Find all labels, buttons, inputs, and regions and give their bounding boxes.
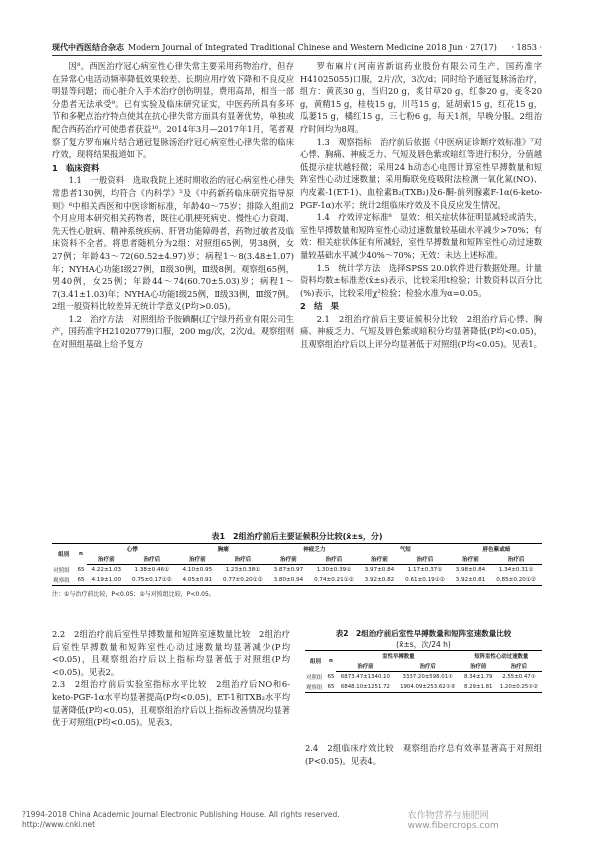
table-2-value-cell: 8.34±1.79 xyxy=(463,673,493,680)
left-col-paragraph: 1.2 治疗方法 对照组给予胺碘酮(辽宁绿丹药业有限公司生产，国药准字H21020779)口服，200 mg/次，2次/d。观察组则在对照组基础上给予复方 xyxy=(52,313,294,350)
table-1-symptom-header: 神疲乏力 xyxy=(269,544,360,555)
table-1-value-cell: 0.85±0.20①② xyxy=(490,575,542,586)
table-1-note: 注：①与治疗前比较，P<0.05；②与对照组比较，P<0.05。 xyxy=(52,590,215,598)
table-1-phase-header: 治疗前 xyxy=(87,554,126,565)
table-2-metric-header: 室性早搏数量 xyxy=(336,651,461,662)
table-1-group-header: 组别 xyxy=(52,544,75,565)
right-col-heading: 2 结 果 xyxy=(300,301,339,312)
table-row xyxy=(305,672,542,682)
page-footer xyxy=(22,810,577,831)
table-1-value-cell: 1.17±0.37① xyxy=(407,566,443,573)
table-1-phase-header: 治疗前 xyxy=(269,554,308,565)
table-1-phase-header: 治疗前 xyxy=(360,554,399,565)
table-2 xyxy=(305,628,542,693)
copyright-line: ?1994-2018 China Academic Journal Electronic Publishing House. All rights reserved. http://www.cnki.net xyxy=(22,810,348,829)
right-col-paragraph: 1.3 观察指标 治疗前后依据《中医病证诊断疗效标准》⁷对心悸、胸痛、神疲乏力、气短及唇色紫或暗红等进行积分，分值越低提示症状越轻微；采用24 h动态心电图计算室性早搏数量和短阵室性心动过速数量；采用酶联免疫吸附法检测一氧化氮(NO)、内皮素-1(ET-1)、血栓素B₂(TXB₂)及6-酮-前列腺素F-1α(6-keto-PGF-1α)水平；统计2组临床疗效及不良反应发生情况。 xyxy=(300,136,542,210)
table-1-phase-header: 治疗前 xyxy=(451,554,490,565)
table-1-group-cell: 观察组 xyxy=(52,575,75,586)
table-1-value-cell: 3.92±0.82 xyxy=(360,575,399,586)
table-1-n-cell: 65 xyxy=(77,566,85,573)
left-col-paragraph: 1.1 一般资料 选取我院上述时期收治的冠心病室性心律失常患者130例，均符合《内科学》⁵及《中药新药临床研究指导原则》⁶中相关西医和中医诊断标准，年龄40～75岁；排除入组前2个月应用本研究相关药物者，既往心肌梗死病史、慢性心力衰竭、先天性心脏病、精神系统疾病、肝肾功能障碍者，药物过敏者及临床资料不全者。将患者随机分为2组：对照组65例，男38例，女27例；年龄43～72(60.52±4.97)岁；病程1～8(3.48±1.07)年；NYHA心功能Ⅰ级27例，Ⅱ级30例，Ⅲ级8例。观察组65例，男40例，女25例；年龄44～74(60.70±5.03)岁；病程1～7(3.41±1.03)年；NYHA心功能Ⅰ级25例，Ⅱ级33例，Ⅲ级7例。2组一般资料比较差异无统计学意义(P均>0.05)。 xyxy=(52,175,294,312)
right-column xyxy=(300,60,542,530)
table-1 xyxy=(52,531,542,598)
table-1-phase-header: 治疗前 xyxy=(178,554,217,565)
journal-name-en: Modern Journal of Integrated Traditional Chinese and Western Medicine 2018 Jun · 27(17) xyxy=(128,42,497,52)
table-2-n-cell: 65 xyxy=(326,682,336,693)
table-1-value-cell: 0.75±0.17①② xyxy=(126,575,178,586)
right-col-paragraph: 罗布麻片(河南省新谊药业股份有限公司生产，国药准字H41025055)口服，2片/次，3次/d；同时给予通冠复脉汤治疗，组方：黄芪30 g，当归20 g，炙甘草20 g，红参20 g，麦冬20 g，黄精15 g，桂枝15 g，川芎15 g，延胡索15 g，红花15 g，瓜蒌15 g，橘红15 g，三七粉6 g，每天1剂，早晚分服。2组治疗时间均为8周。 xyxy=(300,61,542,134)
table-1-group-cell: 对照组 xyxy=(53,567,70,574)
table-2-metric-header: 短阵室性心动过速数量 xyxy=(461,651,542,662)
table-1-value-cell: 4.22±1.03 xyxy=(91,566,122,573)
table-1-value-cell: 0.77±0.20①② xyxy=(217,575,269,586)
table-1-n-cell: 65 xyxy=(75,575,86,586)
left-lower-paragraph: 2.3 2组治疗前后实验室指标水平比较 2组治疗后NO和6-keto-PGF-1α水平均显著提高(P均<0.05)，ET-1和TXB₂水平均显著降低(P均<0.05)，且观察组治疗后以上指标改善情况均显著优于对照组(P均<0.05)。见表3。 xyxy=(52,679,290,728)
left-col-paragraph: 因⁸。西医治疗冠心病室性心律失常主要采用药物治疗，但存在异常心电活动频率降低效果较差、长期应用疗效下降和不良反应明显等问题；而心脏介入手术治疗创伤明显，费用高昂，相当一部分患者无法承受⁹。已有实验及临床研究证实，中医药所具有多环节和多靶点治疗特点使其在抗心律失常方面具有显著优势，单独或配合西药治疗可使患者获益¹⁰。2014年3月—2017年1月，笔者观察了复方罗布麻片结合通冠复脉汤治疗冠心病室性心律失常的临床疗效，现将结果报道如下。 xyxy=(52,61,294,160)
table-2-n-cell: 65 xyxy=(327,673,335,680)
right-lower-paragraph: 2.4 2组临床疗效比较 观察组治疗总有效率显著高于对照组(P<0.05)。见表4。 xyxy=(305,743,542,766)
table-1-n-header: n xyxy=(75,544,86,565)
table-1-value-cell: 1.38±0.46① xyxy=(134,566,170,573)
table-1-phase-header: 治疗后 xyxy=(490,554,542,565)
table-1-value-cell: 3.97±0.84 xyxy=(364,566,395,573)
table-1-title: 表1 2组治疗前后主要证候积分比较(x̄±s，分) xyxy=(211,532,383,541)
table-1-value-cell: 3.87±0.97 xyxy=(273,566,304,573)
table-2-n-header: n xyxy=(326,651,336,672)
table-2-value-cell: 2.55±0.47① xyxy=(502,673,536,680)
table-2-grid xyxy=(305,650,542,693)
table-1-value-cell: 1.34±0.31① xyxy=(498,566,534,573)
table-2-value-cell: 1.20±0.25①② xyxy=(496,682,542,693)
table-1-value-cell: 4.05±0.91 xyxy=(178,575,217,586)
table-1-value-cell: 0.74±0.21①② xyxy=(308,575,360,586)
table-1-grid xyxy=(52,543,542,586)
table-2-phase-header: 治疗前 xyxy=(336,661,395,672)
table-1-value-cell: 3.98±0.84 xyxy=(455,566,486,573)
table-2-unit: (x̄±s，次/24 h) xyxy=(396,640,451,649)
header-rule xyxy=(52,55,542,56)
table-2-value-cell: 8.29±1.81 xyxy=(461,682,496,693)
table-1-value-cell: 3.92±0.81 xyxy=(451,575,490,586)
watermark-text: 农作物营养与施肥网 www.fibercrops.com xyxy=(407,810,499,831)
table-1-phase-header: 治疗后 xyxy=(399,554,451,565)
table-1-symptom-header: 心悸 xyxy=(87,544,178,555)
table-row xyxy=(52,565,542,575)
table-2-phase-header: 治疗后 xyxy=(496,661,542,672)
table-row xyxy=(305,682,542,693)
left-col-heading: 1 临床资料 xyxy=(52,162,100,173)
table-1-value-cell: 3.80±0.94 xyxy=(269,575,308,586)
table-1-phase-header: 治疗后 xyxy=(308,554,360,565)
table-2-group-cell: 对照组 xyxy=(306,674,323,681)
right-lower-text xyxy=(305,742,542,782)
table-1-phase-header: 治疗后 xyxy=(217,554,269,565)
table-1-phase-header: 治疗后 xyxy=(126,554,178,565)
table-1-value-cell: 0.61±0.19①② xyxy=(399,575,451,586)
table-2-value-cell: 6848.10±1251.72 xyxy=(336,682,395,693)
table-1-value-cell: 1.23±0.38① xyxy=(225,566,261,573)
table-2-phase-header: 治疗前 xyxy=(461,661,496,672)
table-1-value-cell: 4.10±0.95 xyxy=(182,566,213,573)
table-2-group-cell: 观察组 xyxy=(305,682,326,693)
table-1-symptom-header: 唇色紫或暗 xyxy=(451,544,542,555)
table-1-symptom-header: 气短 xyxy=(360,544,451,555)
table-2-value-cell: 6873.47±1340.10 xyxy=(340,673,390,680)
table-row xyxy=(52,575,542,586)
running-header xyxy=(52,40,542,54)
right-col-paragraph: 1.5 统计学方法 选择SPSS 20.0软件进行数据处理。计量资料均数±标准差(x̄±s)表示，比较采用t检验；计数资料以百分比(%)表示，比较采用χ²检验；检验水准为α=0.05。 xyxy=(300,262,542,298)
right-col-paragraph: 2.1 2组治疗前后主要证候积分比较 2组治疗后心悸、胸痛、神疲乏力、气短及唇色紫或暗积分均显著降低(P均<0.05)，且观察组治疗后以上评分均显著低于对照组(P均<0.05)。见表1。 xyxy=(300,313,542,350)
page-number: · 1853 · xyxy=(511,42,542,52)
right-col-paragraph: 1.4 疗效评定标准⁸ 显效：相关症状体征明显减轻或消失，室性早搏数量和短阵室性心动过速数量较基础水平减少>70%；有效：相关症状体征有所减轻，室性早搏数量和短阵室性心动过速数量较基础水平减少40%～70%；无效：未达上述标准。 xyxy=(300,212,542,260)
table-1-value-cell: 4.19±1.00 xyxy=(87,575,126,586)
table-1-value-cell: 1.30±0.39① xyxy=(316,566,352,573)
table-2-title: 表2 2组治疗前后室性早搏数量和短阵室速数量比较 xyxy=(335,629,512,638)
table-2-value-cell: 3337.20±598.01① xyxy=(402,673,453,680)
journal-name-cn: 现代中西医结合杂志 xyxy=(52,42,124,52)
table-2-value-cell: 1904.09±253.62①② xyxy=(395,682,461,693)
table-2-group-header: 组别 xyxy=(305,651,326,672)
left-lower-paragraph: 2.2 2组治疗前后室性早搏数量和短阵室速数量比较 2组治疗后室性早搏数量和短阵室性心动过速数量均显著减少(P均<0.05)，且观察组治疗后以上指标均显著低于对照组(P均<0.05)。见表2。 xyxy=(52,629,290,677)
table-2-phase-header: 治疗后 xyxy=(395,661,461,672)
left-column xyxy=(52,60,294,530)
table-1-symptom-header: 胸痛 xyxy=(178,544,269,555)
left-lower-text xyxy=(52,628,290,788)
